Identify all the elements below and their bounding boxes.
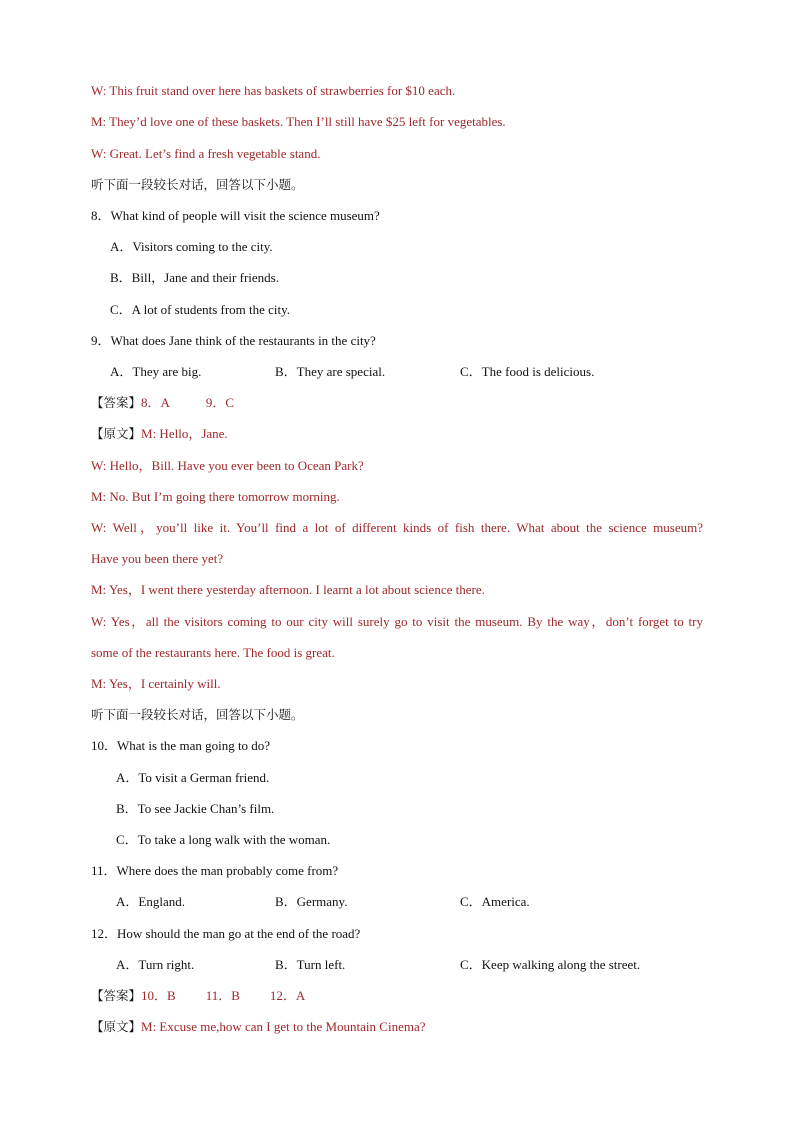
dialogue-line: Have you been there yet? bbox=[91, 551, 224, 566]
dialogue-line: M: Yes，I went there yesterday afternoon. I learnt a lot about science there. bbox=[91, 582, 485, 597]
question-12-stem: 12．How should the man go at the end of the road? bbox=[91, 926, 361, 941]
q9-option-b: B．They are special. bbox=[275, 364, 386, 379]
dialogue-line: W: Great. Let’s find a fresh vegetable stand. bbox=[91, 146, 321, 161]
transcript-start bbox=[91, 1018, 426, 1036]
q8-option-b: B．Bill，Jane and their friends. bbox=[110, 270, 279, 285]
answer-9: 9．C bbox=[205, 395, 235, 410]
dialogue-line: W: Hello，Bill. Have you ever been to Ocean Park? bbox=[91, 458, 364, 473]
section-instruction: 听下面一段较长对话，回答以下小题。 bbox=[91, 177, 304, 192]
answer-12: 12．A bbox=[269, 988, 306, 1003]
q12-option-b: B．Turn left. bbox=[275, 957, 346, 972]
dialogue-line: W: Yes，all the visitors coming to our city will surely go to visit the museum. By the way，don’t forget to try bbox=[91, 614, 703, 629]
question-8-stem: 8．What kind of people will visit the science museum? bbox=[91, 208, 380, 223]
question-10-stem: 10．What is the man going to do? bbox=[91, 738, 271, 753]
q11-option-b: B．Germany. bbox=[275, 894, 348, 909]
question-11-stem: 11．Where does the man probably come from? bbox=[91, 863, 339, 878]
q11-option-a: A．England. bbox=[116, 894, 185, 909]
q10-option-a: A．To visit a German friend. bbox=[116, 770, 270, 785]
dialogue-line: M: Excuse me,how can I get to the Mountain Cinema? bbox=[141, 1019, 426, 1034]
q9-option-c: C．The food is delicious. bbox=[460, 364, 595, 379]
section-instruction: 听下面一段较长对话，回答以下小题。 bbox=[91, 707, 304, 722]
answer-10: 10．B bbox=[141, 988, 176, 1003]
dialogue-line: M: No. But I’m going there tomorrow morning. bbox=[91, 489, 340, 504]
dialogue-line: W: Well，you’ll like it. You’ll find a lot of different kinds of fish there. What about the science museum? bbox=[91, 520, 703, 535]
dialogue-line: M: Yes，I certainly will. bbox=[91, 676, 221, 691]
dialogue-line: some of the restaurants here. The food is great. bbox=[91, 645, 335, 660]
transcript-label: 【原文】 bbox=[91, 1019, 142, 1034]
q10-option-c: C．To take a long walk with the woman. bbox=[116, 832, 331, 847]
transcript-label: 【原文】 bbox=[91, 426, 142, 441]
q9-option-a: A．They are big. bbox=[110, 364, 202, 379]
answer-label: 【答案】 bbox=[91, 395, 142, 410]
dialogue-line: M: Hello，Jane. bbox=[141, 426, 228, 441]
q10-option-b: B．To see Jackie Chan’s film. bbox=[116, 801, 275, 816]
q12-option-c: C．Keep walking along the street. bbox=[460, 957, 641, 972]
dialogue-line: W: This fruit stand over here has baskets of strawberries for $10 each. bbox=[91, 83, 456, 98]
dialogue-line: M: They’d love one of these baskets. Then I’ll still have $25 left for vegetables. bbox=[91, 114, 506, 129]
answer-11: 11．B bbox=[205, 988, 240, 1003]
transcript-start bbox=[91, 425, 228, 443]
q11-option-c: C．America. bbox=[460, 894, 530, 909]
q8-option-c: C．A lot of students from the city. bbox=[110, 302, 291, 317]
answer-row bbox=[91, 987, 305, 1005]
answer-label: 【答案】 bbox=[91, 988, 142, 1003]
q12-option-a: A．Turn right. bbox=[116, 957, 195, 972]
q8-option-a: A．Visitors coming to the city. bbox=[110, 239, 273, 254]
answer-row bbox=[91, 394, 234, 412]
answer-8: 8．A bbox=[141, 395, 170, 410]
question-9-stem: 9．What does Jane think of the restaurants in the city? bbox=[91, 333, 376, 348]
